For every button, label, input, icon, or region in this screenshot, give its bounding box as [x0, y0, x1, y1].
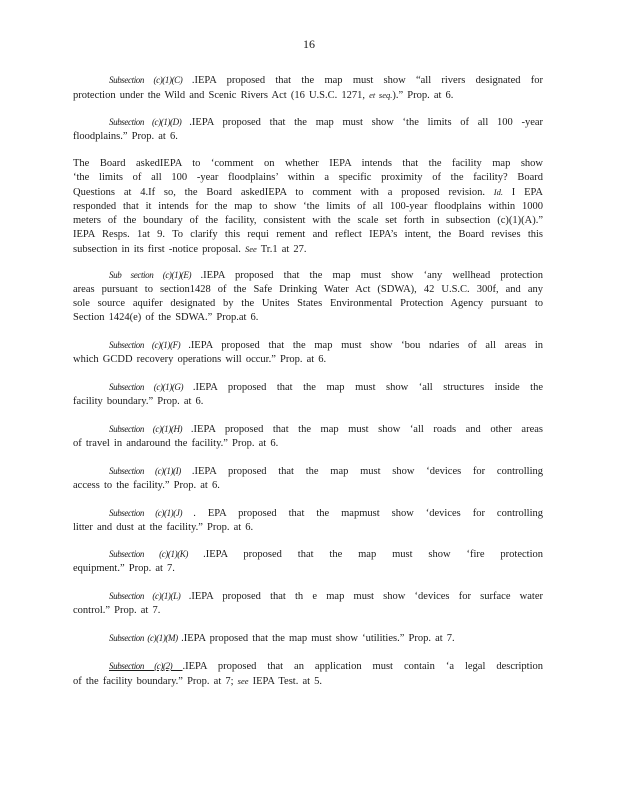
text-run: litter and dust at the facility.” Prop. at 6.: [73, 522, 254, 533]
text-run: IEPA Resps. 1at 9. To clarify this requi rement and reflect IEPA’s intent, the Board revises this: [73, 229, 543, 240]
subsection-label: (c)(1)(E): [153, 270, 201, 280]
text-run: floodplains.” Prop. at 6.: [73, 131, 178, 142]
text-run: which GCDD recovery operations will occur.” Prop. at 6.: [73, 354, 327, 365]
text-run: Section 1424(e) of the SDWA.” Prop.at 6.: [73, 312, 259, 323]
text-line: [73, 479, 543, 493]
paragraph-c1l: [73, 589, 543, 618]
subsection-label: Subsection: [109, 382, 144, 392]
subsection-label: (c)(1)(I): [144, 466, 192, 476]
text-run: subsection in its first -notice proposal.: [73, 244, 246, 255]
paragraph-c1k: [73, 547, 543, 576]
text-run: of the facility boundary.” Prop. at 7;: [73, 676, 238, 687]
text-line: [73, 380, 543, 395]
text-run: .IEPA proposed that th e map must show ‘devices for surface water: [188, 591, 543, 602]
subsection-label: Subsection: [109, 340, 144, 350]
text-run: ‘the limits of all 100 -year floodplains’ within a specific proximity of the facility? Board: [73, 172, 543, 183]
subsection-label: (c)(2): [144, 661, 183, 671]
subsection-label: (c)(1)(L): [144, 591, 189, 601]
text-run: .IEPA proposed that the map must show ‘bou ndaries of all areas in: [188, 340, 544, 351]
text-run: I EPA: [502, 187, 543, 198]
text-line: [73, 283, 543, 297]
text-run: facility boundary.” Prop. at 6.: [73, 396, 204, 407]
paragraph-c1h: [73, 422, 543, 451]
text-line: [73, 297, 543, 311]
text-run: .IEPA proposed that the map must show ‘all roads and other areas: [190, 424, 543, 435]
paragraph-c1f: [73, 338, 543, 367]
paragraph-c1g: [73, 380, 543, 409]
text-run: protection under the Wild and Scenic Rivers Act (16 U.S.C. 1271,: [73, 90, 370, 101]
text-run: areas pursuant to section1428 of the Safe Drinking Water Act (SDWA), 42 U.S.C. 300f, and any: [73, 284, 543, 295]
subsection-label: Subsection: [109, 508, 144, 518]
text-run: IEPA Test. at 5.: [248, 676, 323, 687]
subsection-label: Subsection: [109, 117, 144, 127]
text-line: [73, 353, 543, 367]
text-line: [73, 311, 543, 325]
text-line: [73, 506, 543, 521]
text-line: [73, 422, 543, 437]
text-run: ).” Prop. at 6.: [392, 90, 454, 101]
text-run: .IEPA proposed that the map must show ‘all structures inside the: [192, 382, 544, 393]
citation-signal: See: [245, 244, 257, 254]
text-line: [73, 157, 543, 171]
text-line: [73, 521, 543, 535]
citation-signal: Id.: [493, 187, 503, 197]
paragraph-c1i: [73, 464, 543, 493]
subsection-label: (c)(1)(M): [144, 633, 182, 643]
text-line: [73, 88, 543, 103]
text-line: [73, 589, 543, 604]
text-run: .IEPA proposed that the map must show ‘any wellhead protection: [200, 270, 543, 281]
text-line: [73, 604, 543, 618]
text-run: Tr.1 at 27.: [256, 244, 307, 255]
subsection-label: Subsection: [109, 424, 144, 434]
text-run: .IEPA proposed that the map must show ‘utilities.” Prop. at 7.: [181, 633, 455, 644]
paragraph-board: [73, 157, 543, 257]
text-line: [73, 338, 543, 353]
subsection-label: (c)(1)(J): [144, 508, 194, 518]
subsection-label: Subsection: [109, 661, 144, 671]
paragraph-c1d: [73, 115, 543, 144]
text-run: . EPA proposed that the mapmust show ‘devices for controlling: [193, 508, 544, 519]
subsection-label: Subsection: [109, 591, 144, 601]
paragraph-c1j: [73, 506, 543, 535]
paragraph-c1e: [73, 268, 543, 325]
text-line: [73, 562, 543, 576]
text-line: [73, 659, 543, 674]
subsection-label: Subsection: [109, 75, 144, 85]
text-line: [73, 115, 543, 130]
text-run: meters of the boundary of the facility, consistent with the scale set forth in subsection (c)(1)(A).”: [73, 215, 543, 226]
citation-signal: et seq.: [369, 90, 393, 100]
text-run: .IEPA proposed that the map must show ‘devices for controlling: [191, 466, 544, 477]
text-line: [73, 268, 543, 283]
text-run: control.” Prop. at 7.: [73, 605, 161, 616]
citation-signal: see: [237, 676, 249, 686]
text-run: access to the facility.” Prop. at 6.: [73, 480, 220, 491]
text-line: [73, 73, 543, 88]
text-run: equipment.” Prop. at 7.: [73, 563, 175, 574]
text-line: [73, 185, 543, 200]
paragraph-c1c: [73, 73, 543, 103]
text-line: [73, 437, 543, 451]
text-line: [73, 200, 543, 214]
text-run: .IEPA proposed that the map must show ‘fire protection: [203, 549, 543, 560]
subsection-label: (c)(1)(H): [144, 424, 191, 434]
text-run: of travel in andaround the facility.” Prop. at 6.: [73, 438, 279, 449]
text-line: [73, 395, 543, 409]
paragraph-c1m: [73, 631, 543, 646]
text-run: responded that it intends for the map to show ‘the limits of all 100-year floodplains within 1000: [73, 201, 543, 212]
text-line: [73, 130, 543, 144]
page-number: 16: [303, 37, 315, 51]
text-line: [73, 242, 543, 257]
paragraph-c2: [73, 659, 543, 689]
subsection-label: (c)(1)(F): [144, 340, 189, 350]
text-line: [73, 464, 543, 479]
text-line: [73, 631, 543, 646]
text-run: sole source aquifer designated by the Unites States Environmental Protection Agency pursuant to: [73, 298, 543, 309]
text-line: [73, 228, 543, 242]
subsection-label: (c)(1)(G): [144, 382, 193, 392]
text-run: .IEPA proposed that an application must contain ‘a legal description: [182, 661, 543, 672]
text-run: .IEPA proposed that the map must show ‘the limits of all 100 -year: [189, 117, 544, 128]
text-run: .IEPA proposed that the map must show “all rivers designated for: [191, 75, 543, 86]
subsection-label: (c)(1)(K): [144, 549, 204, 559]
subsection-label: Subsection: [109, 466, 144, 476]
subsection-label: Subsection: [109, 549, 144, 559]
text-run: The Board askedIEPA to ‘comment on whether IEPA intends that the facility map show: [73, 158, 543, 169]
text-line: [73, 214, 543, 228]
subsection-label: Sub section: [109, 270, 154, 280]
subsection-label: Subsection: [109, 633, 144, 643]
text-line: [73, 171, 543, 185]
subsection-label: (c)(1)(D): [144, 117, 190, 127]
text-line: [73, 674, 543, 689]
text-line: [73, 547, 543, 562]
text-run: Questions at 4.If so, the Board askedIEPA to comment with a proposed revision.: [73, 187, 494, 198]
subsection-label: (c)(1)(C): [144, 75, 192, 85]
